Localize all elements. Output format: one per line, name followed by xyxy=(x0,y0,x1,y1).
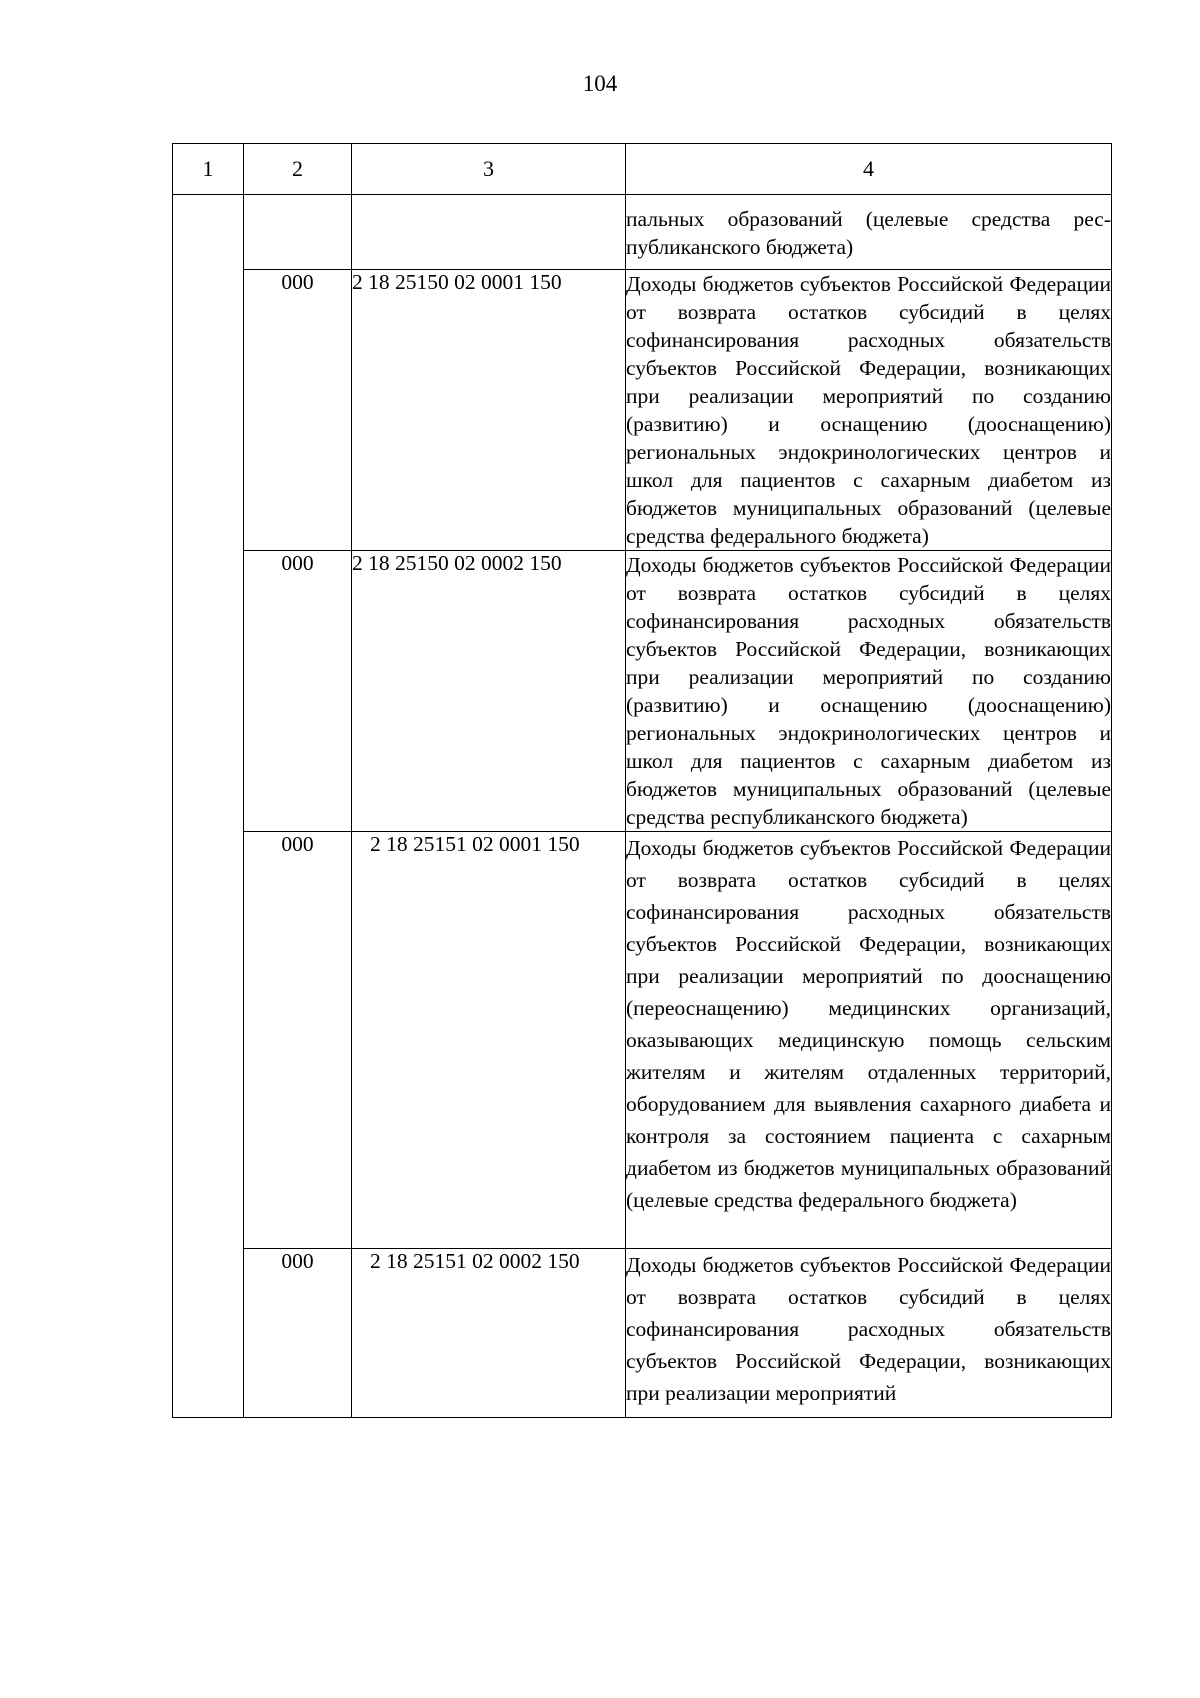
table-row xyxy=(173,551,1112,832)
budget-codes-table xyxy=(172,143,1112,1418)
cell-admin-code: 000 xyxy=(244,832,352,1249)
table-row xyxy=(173,1249,1112,1418)
cell-col-1 xyxy=(173,832,244,1249)
cell-description: Доходы бюджетов субъектов Российской Федерации от возврата остатков субсидий в целях софинансирования расходных обязательств субъектов Российской Федерации, возникающих при реализации мероприятий xyxy=(626,1249,1112,1418)
page-number: 104 xyxy=(582,71,618,96)
cell-description: Доходы бюджетов субъектов Российской Федерации от возврата остатков субсидий в целях софинансирования расходных обязательств субъектов Российской Федерации, возникающих при реализации мероприятий по дооснащению (переоснащению) медицинских организаций, оказывающих медицинскую помощь сельским жителям и жителям отдаленных территорий, оборудованием для выявления сахарного диабета и контроля за состоянием пациента с сахарным диабетом из бюджетов муниципальных образований (целевые средства федерального бюджета) xyxy=(626,832,1112,1249)
table-row-continuation xyxy=(173,195,1112,270)
table-row xyxy=(173,832,1112,1249)
header-col-4: 4 xyxy=(626,144,1112,195)
cell-admin-code: 000 xyxy=(244,551,352,832)
cell-admin-code: 000 xyxy=(244,1249,352,1418)
cell-col-1 xyxy=(173,270,244,551)
cell-budget-code: 2 18 25150 02 0002 150 xyxy=(352,551,626,832)
cell-budget-code: 2 18 25151 02 0001 150 xyxy=(352,832,626,1249)
table-row xyxy=(173,270,1112,551)
cell-col-1 xyxy=(173,195,244,270)
header-col-3: 3 xyxy=(352,144,626,195)
cell-col-2 xyxy=(244,195,352,270)
cell-description: пальных образований (целевые средства республиканского бюджета) xyxy=(626,195,1112,270)
header-col-2: 2 xyxy=(244,144,352,195)
cell-admin-code: 000 xyxy=(244,270,352,551)
cell-description: Доходы бюджетов субъектов Российской Федерации от возврата остатков субсидий в целях софинансирования расходных обязательств субъектов Российской Федерации, возникающих при реализации мероприятий по созданию (развитию) и оснащению (дооснащению) региональных эндокринологических центров и школ для пациентов с сахарным диабетом из бюджетов муниципальных образований (целевые средства федерального бюджета) xyxy=(626,270,1112,551)
cell-col-1 xyxy=(173,1249,244,1418)
header-col-1: 1 xyxy=(173,144,244,195)
table-header-row xyxy=(173,144,1112,195)
cell-budget-code: 2 18 25151 02 0002 150 xyxy=(352,1249,626,1418)
cell-budget-code: 2 18 25150 02 0001 150 xyxy=(352,270,626,551)
cell-col-3 xyxy=(352,195,626,270)
cell-description: Доходы бюджетов субъектов Российской Федерации от возврата остатков субсидий в целях софинансирования расходных обязательств субъектов Российской Федерации, возникающих при реализации мероприятий по созданию (развитию) и оснащению (дооснащению) региональных эндокринологических центров и школ для пациентов с сахарным диабетом из бюджетов муниципальных образований (целевые средства республиканского бюджета) xyxy=(626,551,1112,832)
cell-col-1 xyxy=(173,551,244,832)
